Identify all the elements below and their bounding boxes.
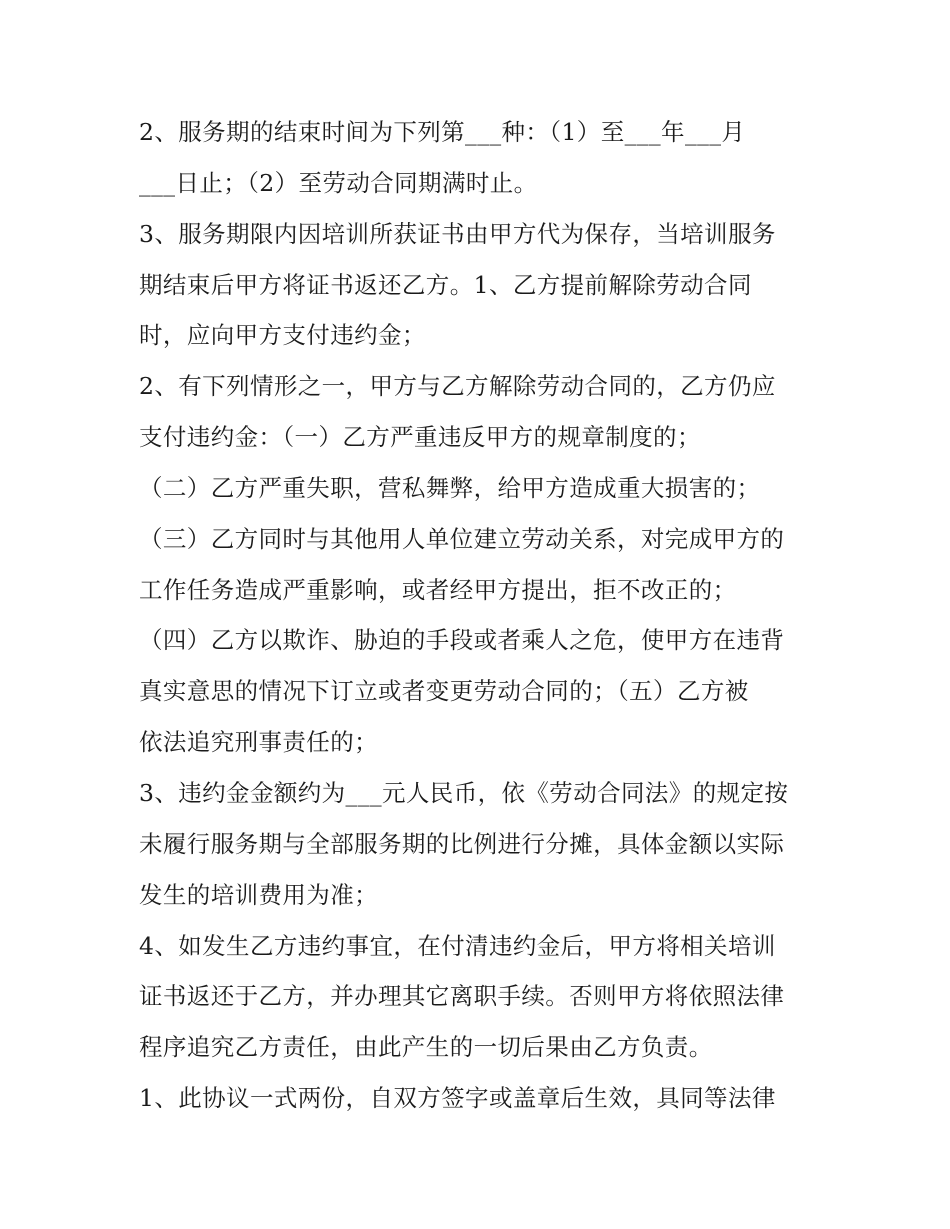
text-line-8: （二）乙方严重失职，营私舞弊，给甲方造成重大损害的； <box>139 473 761 502</box>
text-line-2: ___日止；（2）至劳动合同期满时止。 <box>139 168 538 197</box>
text-line-20: 1、此协议一式两份，自双方签字或盖章后生效，具同等法律 <box>139 1084 776 1113</box>
text-line-15: 未履行服务期与全部服务期的比例进行分摊，具体金额以实际 <box>139 829 785 858</box>
text-line-19: 程序追究乙方责任，由此产生的一切后果由乙方负责。 <box>139 1033 713 1062</box>
text-line-4: 期结束后甲方将证书返还乙方。1、乙方提前解除劳动合同 <box>139 270 752 299</box>
text-line-17: 4、如发生乙方违约事宜，在付清违约金后，甲方将相关培训 <box>139 931 776 960</box>
text-line-3: 3、服务期限内因培训所获证书由甲方代为保存，当培训服务 <box>139 219 776 248</box>
text-line-6: 2、有下列情形之一，甲方与乙方解除劳动合同的，乙方仍应 <box>139 372 776 401</box>
text-line-10: 工作任务造成严重影响，或者经甲方提出，拒不改正的； <box>139 575 737 604</box>
text-line-13: 依法追究刑事责任的； <box>139 728 378 757</box>
text-line-5: 时，应向甲方支付违约金； <box>139 321 426 350</box>
text-line-12: 真实意思的情况下订立或者变更劳动合同的；（五）乙方被 <box>139 677 749 706</box>
text-line-9: （三）乙方同时与其他用人单位建立劳动关系，对完成甲方的 <box>139 524 785 553</box>
document-body <box>139 107 819 1124</box>
text-line-11: （四）乙方以欺诈、胁迫的手段或者乘人之危，使甲方在违背 <box>139 626 785 655</box>
text-line-7: 支付违约金：（一）乙方严重违反甲方的规章制度的； <box>139 423 701 452</box>
text-line-14: 3、违约金金额约为___元人民币，依《劳动合同法》的规定按 <box>139 778 789 807</box>
text-line-1: 2、服务期的结束时间为下列第___种：（1）至___年___月 <box>139 118 746 146</box>
text-line-16: 发生的培训费用为准； <box>139 880 378 909</box>
text-line-18: 证书返还于乙方，并办理其它离职手续。否则甲方将依照法律 <box>139 982 785 1011</box>
